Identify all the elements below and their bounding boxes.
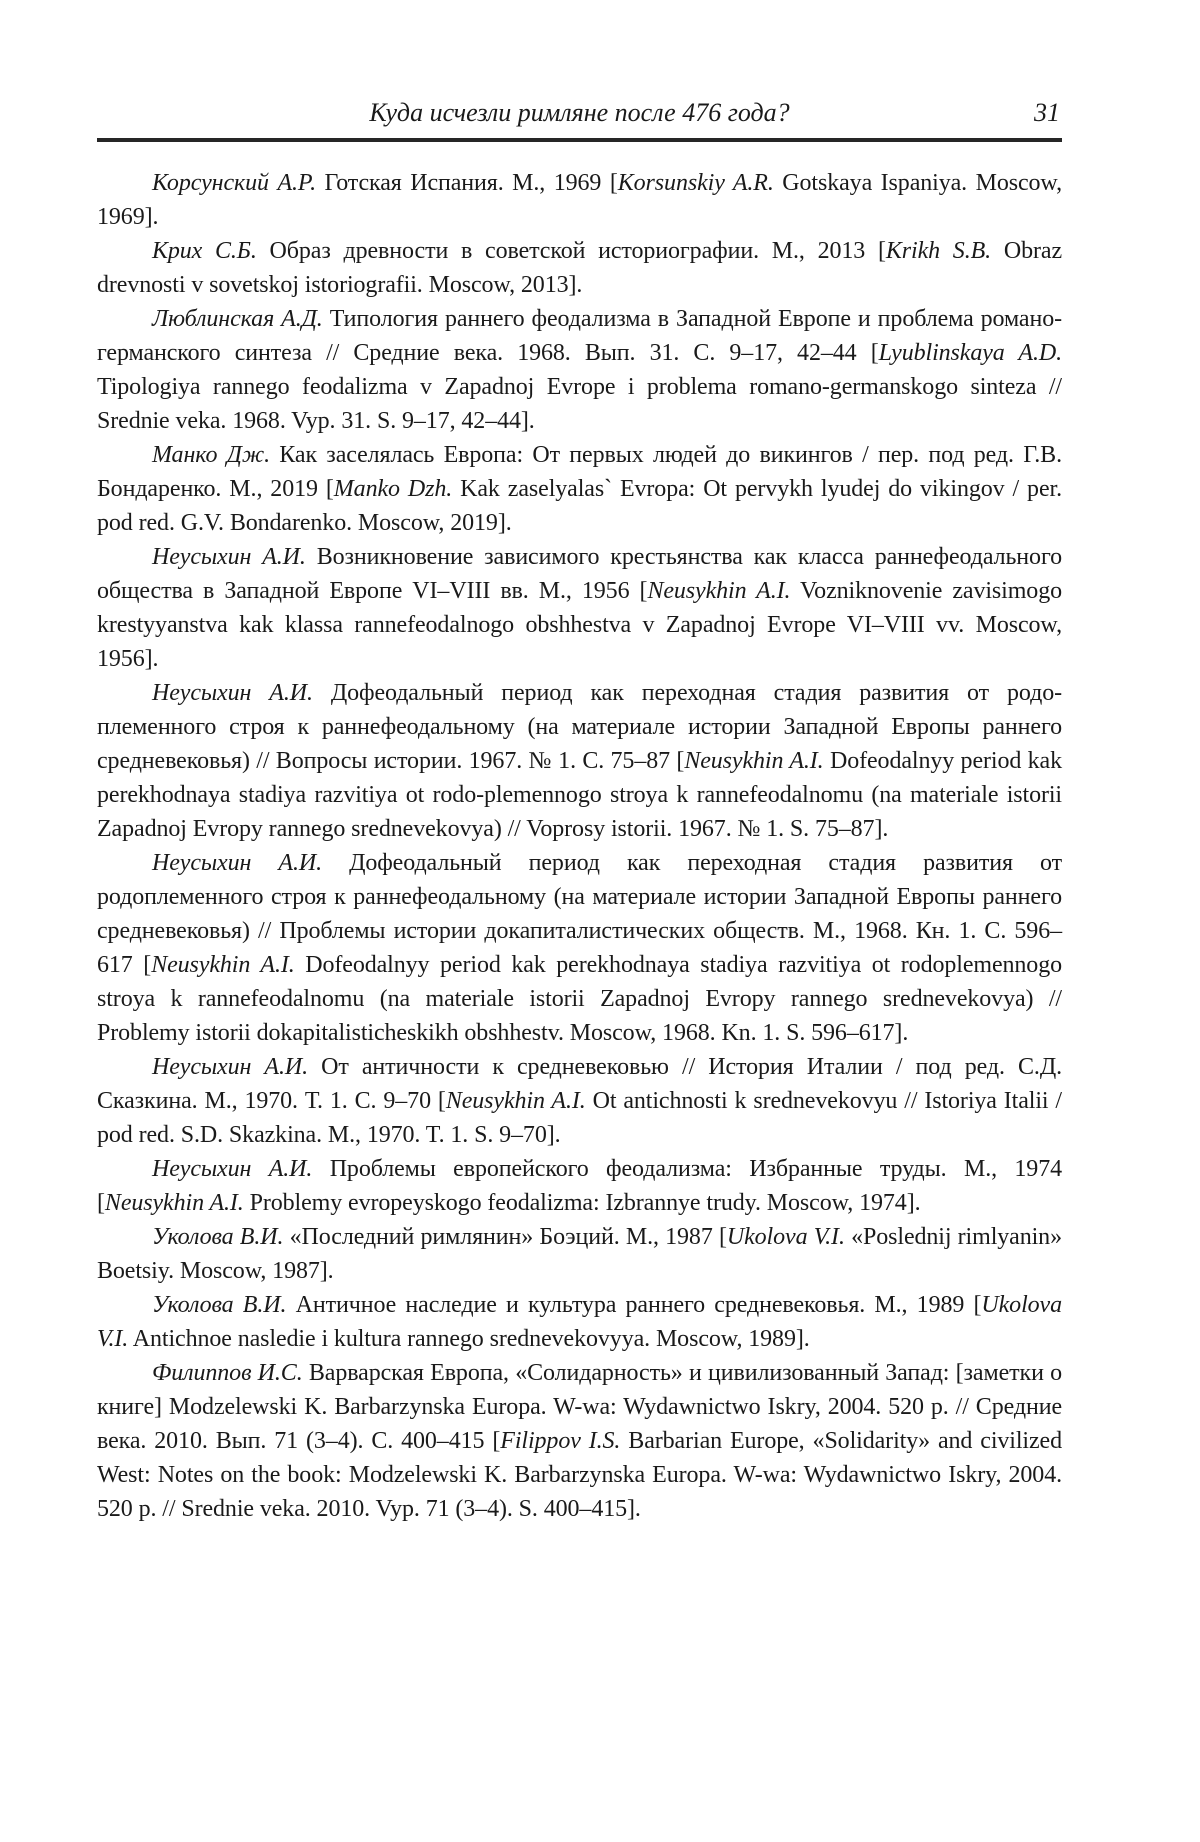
entry-text-translit: Problemy evropeyskogo feodalizma: Izbrannye trudy. Moscow, 1974]. [243,1190,921,1216]
entry-text-translit: Barbarian Europe, «Solidarity» and civilized West: Notes on the book: Modzelewski K. Barbarzynska Europa. W-wa: Wydawnictwo Iskry, 2004. 520 p. // Srednie veka. 2010. Vyp. 71 (3–4). S. 400–415]. [97,1428,1062,1522]
author-name-translit: Ukolova V.I. [726,1224,845,1250]
entry-text-ru: Античное наследие и культура раннего средневековья. М., 1989 [ [286,1292,982,1318]
bibliography-entry [97,1050,1062,1152]
entry-text-translit: Dofeodalnyy period kak perekhodnaya stadiya razvitiya ot rodoplemennogo stroya k rannefeodalnomu (na materiale istorii Zapadnoj Evropy rannego srednevekovya) // Problemy istorii dokapitalisticheskikh obshhestv. Moscow, 1968. Kn. 1. S. 596–617]. [97,952,1063,1046]
entry-text-ru: Образ древности в советской историографии. М., 2013 [ [256,238,886,264]
author-name-ru: Неусыхин А.И. [152,680,313,706]
entry-text-ru: Готская Испания. М., 1969 [ [316,170,618,196]
entry-text-translit: Vozniknovenie zavisimogo krestyyanstva kak klassa rannefeodalnogo obshhestva v Zapadnoj Evrope VI–VIII vv. Moscow, 1956]. [97,578,1062,672]
entry-text-translit: «Poslednij rimlyanin» Boetsiy. Moscow, 1987]. [97,1224,1062,1284]
entry-text-translit: Antichnoe nasledie i kultura rannego srednevekovyya. Moscow, 1989]. [128,1326,810,1352]
entry-text-ru: Типология раннего феодализма в Западной Европе и проблема романо-германского синтеза // Средние века. 1968. Вып. 31. С. 9–17, 42–44 [ [97,306,1063,366]
page-number: 31 [1034,98,1060,127]
bibliography-entry [97,302,1062,438]
entry-text-ru: Дофеодальный период как переходная стадия развития от родоплеменного строя к раннефеодальному (на материале истории Западной Европы раннего средневековья) // Проблемы истории докапиталистических обществ. М., 1968. Кн. 1. С. 596–617 [ [97,850,1063,978]
entry-text-ru: Дофеодальный период как переходная стадия развития от родо-племенного строя к раннефеодальному (на материале истории Западной Европы раннего средневековья) // Вопросы истории. 1967. № 1. С. 75–87 [ [97,680,1062,774]
author-name-translit: Neusykhin A.I. [684,748,824,774]
entry-text-translit: Obraz drevnosti v sovetskoj istoriografii. Moscow, 2013]. [97,238,1062,298]
author-name-translit: Korsunskiy A.R. [617,170,774,196]
author-name-translit: Lyublinskaya A.D. [878,340,1062,366]
author-name-ru: Неусыхин А.И. [152,544,306,570]
bibliography-entry [97,438,1062,540]
author-name-ru: Неусыхин А.И. [152,1054,309,1080]
bibliography-entry [97,234,1062,302]
author-name-ru: Люблинская А.Д. [152,306,323,332]
bibliography-entry [97,1152,1062,1220]
entry-text-ru: От античности к средневековью // История Италии / под ред. С.Д. Сказкина. М., 1970. Т. 1. С. 9–70 [ [97,1054,1062,1114]
entry-text-ru: Проблемы европейского феодализма: Избранные труды. М., 1974 [ [97,1156,1062,1216]
author-name-translit: Krikh S.B. [885,238,992,264]
author-name-ru: Неусыхин А.И. [152,850,322,876]
bibliography-entry [97,1356,1062,1526]
bibliography-list [97,166,1062,1526]
entry-text-ru: Как заселялась Европа: От первых людей до викингов / пер. под ред. Г.В. Бондаренко. М., 2019 [ [97,442,1062,502]
entry-text-translit: Ot antichnosti k srednevekovyu // Istoriya Italii / pod red. S.D. Skazkina. M., 1970. T. 1. S. 9–70]. [97,1088,1062,1148]
author-name-translit: Manko Dzh. [333,476,453,502]
bibliography-entry [97,1288,1062,1356]
author-name-translit: Neusykhin A.I. [647,578,791,604]
author-name-ru: Манко Дж. [152,442,270,468]
entry-text-translit: Dofeodalnyy period kak perekhodnaya stadiya razvitiya ot rodo-plemennogo stroya k rannefeodalnomu (na materiale istorii Zapadnoj Evropy rannego srednevekovya) // Voprosy istorii. 1967. № 1. S. 75–87]. [97,748,1062,842]
author-name-translit: Ukolova V.I. [97,1292,1062,1352]
entry-text-translit: Gotskaya Ispaniya. Moscow, 1969]. [97,170,1062,230]
header-rule [97,138,1062,142]
author-name-ru: Уколова В.И. [152,1224,284,1250]
entry-text-ru: Варварская Европа, «Солидарность» и цивилизованный Запад: [заметки о книге] Modzelewski K. Barbarzynska Europa. W-wa: Wydawnictwo Iskry, 2004. 520 p. // Средние века. 2010. Вып. 71 (3–4). С. 400–415 [ [97,1360,1062,1454]
bibliography-entry [97,676,1062,846]
entry-text-ru: Возникновение зависимого крестьянства как класса раннефеодального общества в Западной Европе VI–VIII вв. М., 1956 [ [97,544,1062,604]
running-head [97,98,1062,132]
running-head-title: Куда исчезли римляне после 476 года? [369,98,790,127]
bibliography-entry [97,846,1062,1050]
entry-text-ru: «Последний римлянин» Боэций. М., 1987 [ [283,1224,727,1250]
author-name-translit: Filippov I.S. [500,1428,621,1454]
author-name-ru: Филиппов И.С. [152,1360,303,1386]
entry-text-translit: Tipologiya rannego feodalizma v Zapadnoj Evrope i problema romano-germanskogo sinteza // Srednie veka. 1968. Vyp. 31. S. 9–17, 42–44]. [97,374,1062,434]
entry-text-translit: Kak zaselyalas` Evropa: Ot pervykh lyudej do vikingov / per. pod red. G.V. Bondarenko. Moscow, 2019]. [97,476,1062,536]
author-name-ru: Корсунский А.Р. [152,170,316,196]
author-name-ru: Неусыхин А.И. [152,1156,313,1182]
bibliography-entry [97,1220,1062,1288]
author-name-ru: Крих С.Б. [152,238,257,264]
bibliography-entry [97,166,1062,234]
author-name-ru: Уколова В.И. [152,1292,287,1318]
bibliography-entry [97,540,1062,676]
author-name-translit: Neusykhin A.I. [445,1088,586,1114]
author-name-translit: Neusykhin A.I. [151,952,295,978]
author-name-translit: Neusykhin A.I. [104,1190,244,1216]
